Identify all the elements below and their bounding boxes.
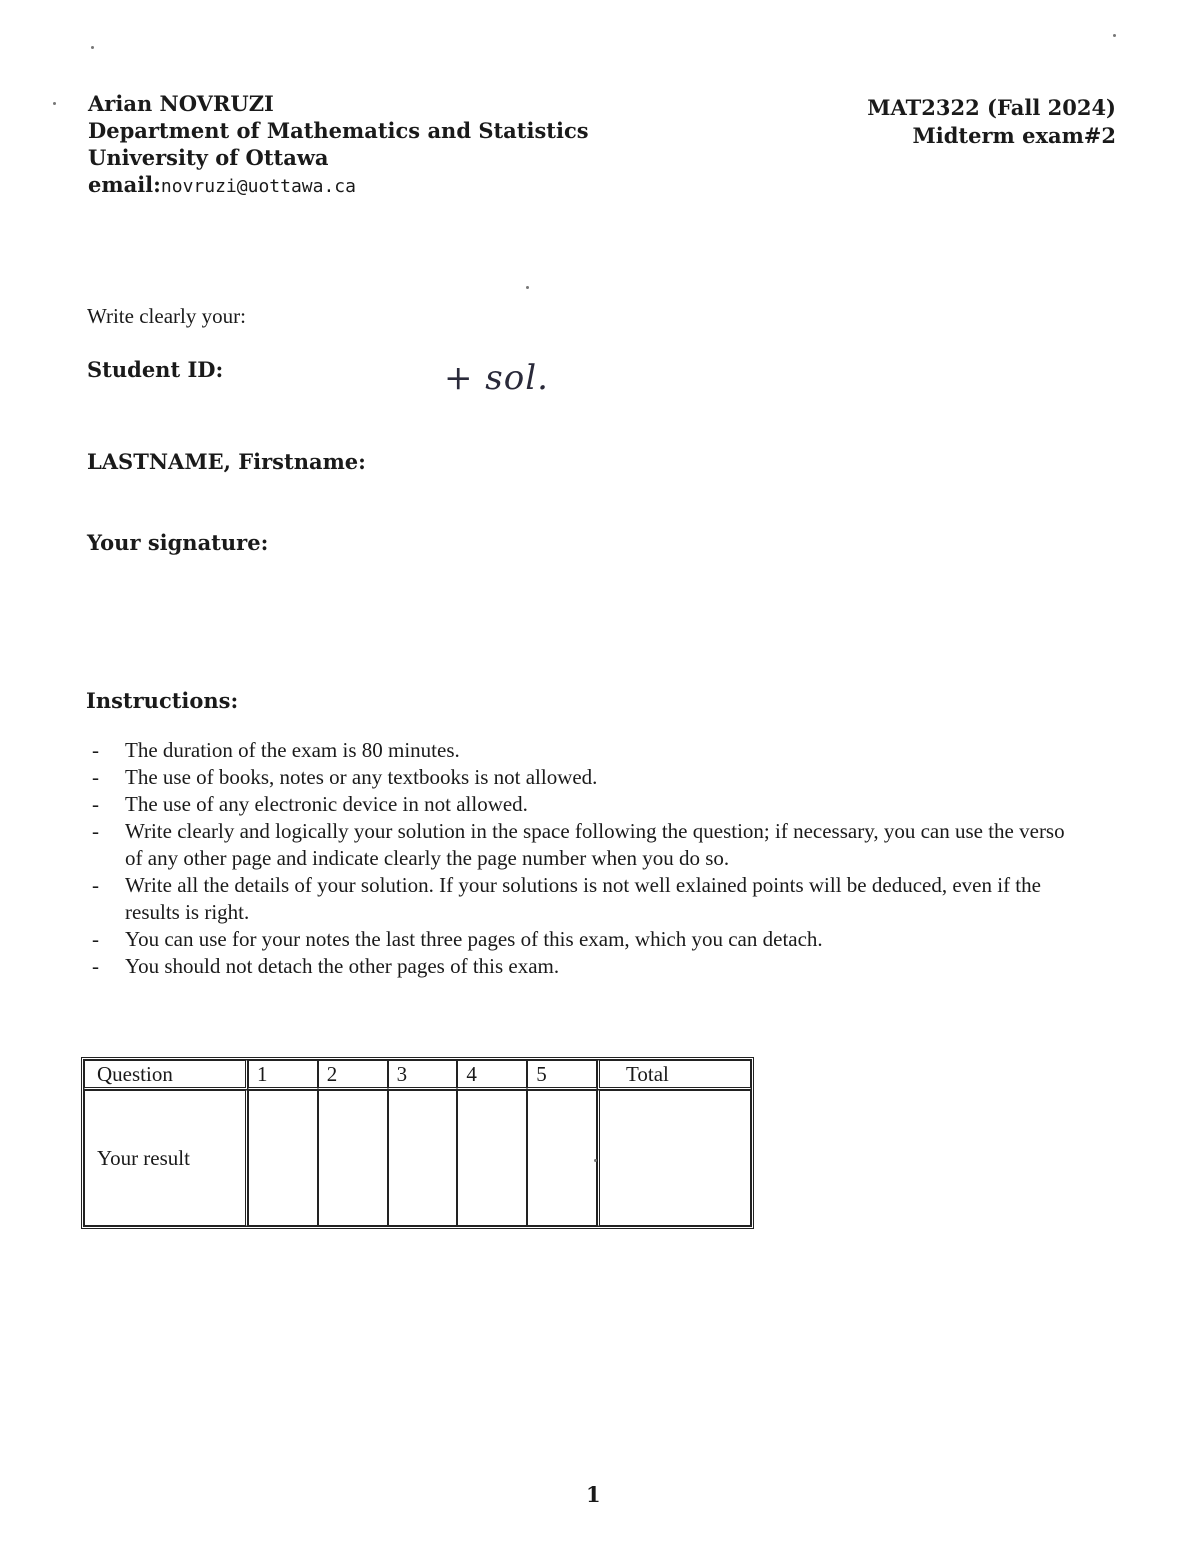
score-cell-total[interactable] (597, 1090, 751, 1226)
exam-title: Midterm exam#2 (912, 123, 1116, 148)
author-name: Arian NOVRUZI (88, 91, 274, 116)
handwritten-note: + sol. (444, 358, 549, 398)
department: Department of Mathematics and Statistics (88, 118, 589, 143)
score-cell-q2[interactable] (318, 1090, 388, 1226)
page-number: 1 (586, 1482, 601, 1507)
header-cell-q3: 3 (388, 1060, 458, 1090)
author-block (88, 90, 589, 200)
instruction-item: - You should not detach the other pages of this exam. (92, 953, 1082, 980)
score-cell-q4[interactable] (457, 1090, 527, 1226)
score-table-header (84, 1060, 751, 1090)
score-cell-q5[interactable] (527, 1090, 597, 1226)
score-table-row (84, 1090, 751, 1226)
header-cell-q2: 2 (318, 1060, 388, 1090)
course-title: MAT2322 (Fall 2024) (867, 95, 1116, 120)
scan-speck (53, 102, 56, 105)
scan-speck (91, 46, 94, 49)
header-cell-q4: 4 (457, 1060, 527, 1090)
signature-label: Your signature: (87, 530, 269, 555)
instructions-list (92, 737, 1082, 980)
score-cell-q1[interactable] (248, 1090, 318, 1226)
name-label: LASTNAME, Firstname: (87, 449, 366, 474)
email: email:novruzi@uottawa.ca (88, 172, 356, 197)
instructions-title: Instructions: (86, 688, 239, 713)
instruction-item: - Write clearly and logically your solution in the space following the question; if necessary, you can use the verso of any other page and indicate clearly the page number when you do so. (92, 818, 1082, 872)
form-prompt: Write clearly your: (87, 304, 246, 328)
scan-speck (526, 286, 529, 289)
score-cell-q3[interactable] (388, 1090, 458, 1226)
instruction-item: - You can use for your notes the last three pages of this exam, which you can detach. (92, 926, 1082, 953)
university: University of Ottawa (88, 145, 329, 170)
scan-speck (1113, 34, 1116, 37)
email-address: novruzi@uottawa.ca (160, 176, 356, 197)
header-cell-question: Question (84, 1060, 248, 1090)
course-block (867, 94, 1116, 150)
instruction-item: - The use of books, notes or any textbooks is not allowed. (92, 764, 1082, 791)
instruction-item: - Write all the details of your solution. If your solutions is not well exlained points will be deduced, even if the results is right. (92, 872, 1082, 926)
scan-speck (594, 1159, 597, 1162)
author-lastname: NOVRUZI (159, 91, 274, 116)
student-id-label: Student ID: (87, 357, 224, 382)
instruction-item: - The use of any electronic device in not allowed. (92, 791, 1082, 818)
instruction-item: - The duration of the exam is 80 minutes. (92, 737, 1082, 764)
row-label-your-result: Your result (84, 1090, 248, 1226)
header-cell-q1: 1 (248, 1060, 318, 1090)
header-cell-q5: 5 (527, 1060, 597, 1090)
header-cell-total: Total (597, 1060, 751, 1090)
score-table (81, 1057, 754, 1229)
